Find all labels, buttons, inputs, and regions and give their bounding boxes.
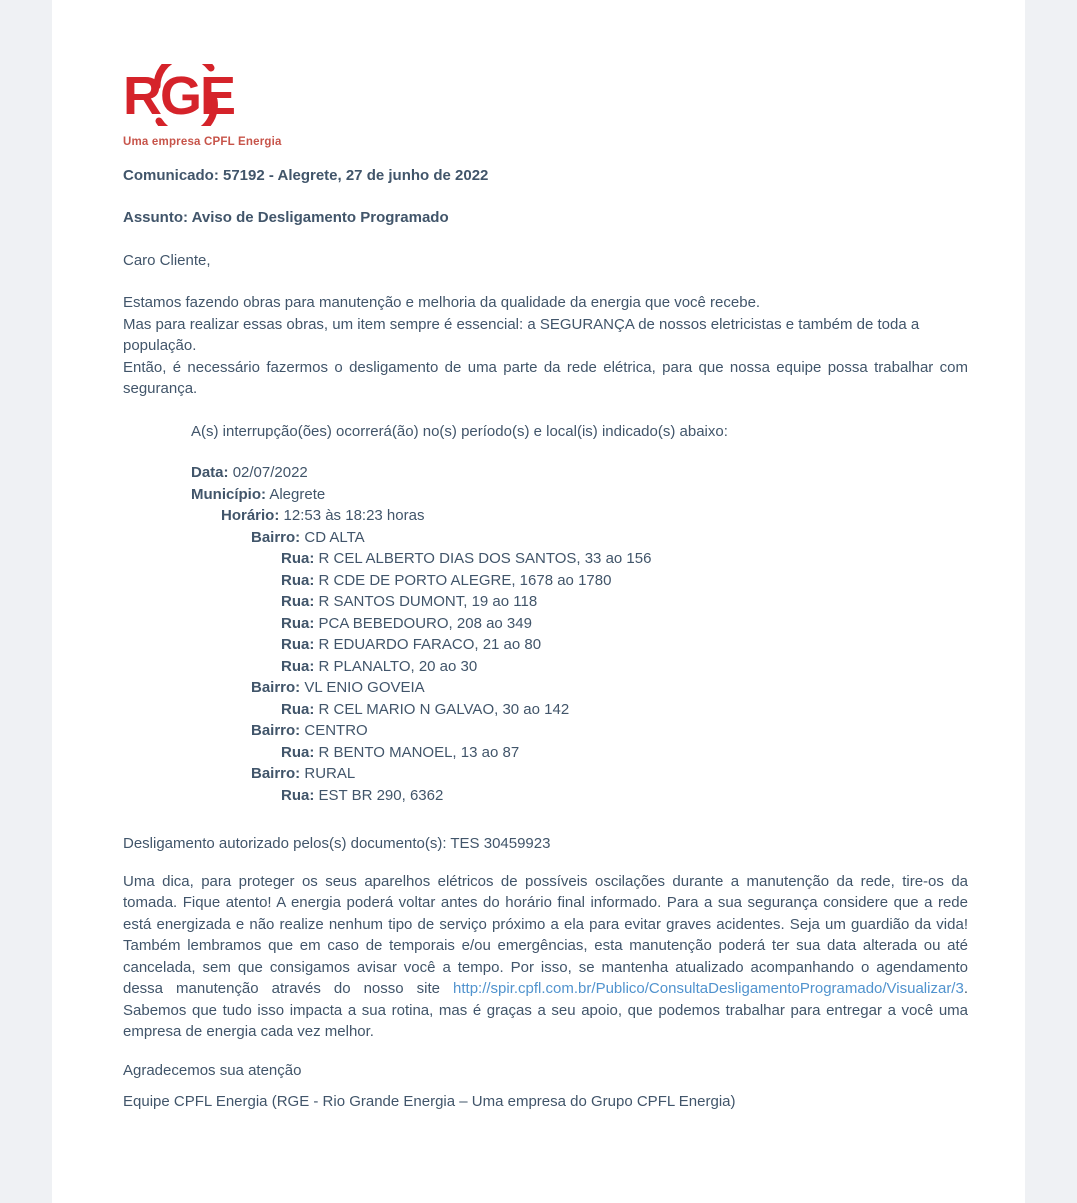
rua-value: PCA BEBEDOURO, 208 ao 349 — [318, 614, 532, 632]
authorization-line: Desligamento autorizado pelos(s) documento(s): TES 30459923 — [123, 835, 551, 852]
intro-line-2: Mas para realizar essas obras, um item sempre é essencial: a SEGURANÇA de nossos eletricistas e também de toda a população. — [123, 315, 920, 354]
rua-label: Rua: — [281, 636, 315, 653]
logo-tagline: Uma empresa CPFL Energia — [123, 135, 282, 148]
bairro-label: Bairro: — [251, 679, 301, 696]
assunto-heading: Assunto: Aviso de Desligamento Programado — [123, 209, 449, 226]
bairro-label: Bairro: — [251, 765, 301, 782]
rua-value: R PLANALTO, 20 ao 30 — [318, 657, 478, 675]
rua-row — [281, 785, 968, 807]
rua-label: Rua: — [281, 700, 315, 718]
greeting: Caro Cliente, — [123, 251, 211, 269]
logo-text: RGE — [123, 66, 235, 126]
intro-line-3: Então, é necessário fazermos o desligamento de uma parte da rede elétrica, para que nossa equipe possa trabalhar com segurança. — [123, 358, 968, 397]
rge-logo-mark — [123, 64, 273, 126]
bairro-row — [251, 763, 968, 785]
horario-row — [221, 505, 968, 527]
rua-value: EST BR 290, 6362 — [318, 786, 444, 804]
rua-row — [281, 570, 968, 592]
rua-label: Rua: — [281, 743, 315, 761]
rua-label: Rua: — [281, 786, 315, 804]
horario-value: 12:53 às 18:23 horas — [283, 507, 425, 524]
rua-row — [281, 699, 968, 721]
bairro-value: CENTRO — [304, 722, 368, 739]
thanks-line: Agradecemos sua atenção — [123, 1061, 302, 1079]
bairro-row — [251, 720, 968, 742]
rua-label: Rua: — [281, 657, 315, 675]
rua-value: R CEL MARIO N GALVAO, 30 ao 142 — [318, 700, 570, 718]
municipio-label: Município: — [191, 485, 266, 503]
bairro-value: RURAL — [304, 765, 356, 782]
intro-paragraph — [123, 292, 968, 400]
rge-logo — [123, 64, 968, 149]
rua-row — [281, 591, 968, 613]
intro-line-1: Estamos fazendo obras para manutenção e melhoria da qualidade da energia que você recebe. — [123, 294, 761, 311]
rua-value: R SANTOS DUMONT, 19 ao 118 — [318, 593, 538, 610]
advice-paragraph — [123, 871, 968, 1043]
rua-label: Rua: — [281, 614, 315, 632]
rua-label: Rua: — [281, 550, 315, 567]
rua-row — [281, 548, 968, 570]
bairro-row — [251, 527, 968, 549]
rua-row — [281, 634, 968, 656]
bairro-value: CD ALTA — [304, 528, 365, 546]
comunicado-heading: Comunicado: 57192 - Alegrete, 27 de junho de 2022 — [123, 166, 489, 184]
advice-text-after-link: . Sabemos que tudo isso impacta a sua rotina, mas é graças a seu apoio, que podemos trabalhar para entregar a você uma empresa de energia cada vez melhor. — [123, 980, 968, 1040]
signature-line: Equipe CPFL Energia (RGE - Rio Grande Energia – Uma empresa do Grupo CPFL Energia) — [123, 1093, 736, 1110]
schedule-consultation-link[interactable]: http://spir.cpfl.com.br/Publico/ConsultaDesligamentoProgramado/Visualizar/3 — [453, 980, 964, 997]
rua-value: R CEL ALBERTO DIAS DOS SANTOS, 33 ao 156 — [318, 550, 652, 567]
data-row — [191, 462, 968, 484]
bairro-label: Bairro: — [251, 722, 301, 739]
rua-row — [281, 656, 968, 678]
bairro-label: Bairro: — [251, 528, 301, 546]
municipio-row — [191, 484, 968, 506]
bairro-value: VL ENIO GOVEIA — [304, 679, 425, 696]
email-document — [52, 0, 1025, 1203]
advice-text-before-link: Uma dica, para proteger os seus aparelhos elétricos de possíveis oscilações durante a manutenção da rede, tire-os da tomada. Fique atento! A energia poderá voltar antes do horário final informado. Para a sua segurança considere que a rede está energizada e não realize nenhum tipo de serviço próximo a ela para evitar graves acidentes. Seja um guardião da vida! Também lembramos que em caso de temporais e/ou emergências, esta manutenção poderá ter sua data alterada ou até cancelada, sem que consigamos avisar você a tempo. Por isso, se mantenha atualizado acompanhando o agendamento dessa manutenção através do nosso site — [123, 872, 968, 997]
rua-value: R CDE DE PORTO ALEGRE, 1678 ao 1780 — [318, 571, 612, 589]
rua-label: Rua: — [281, 571, 315, 589]
rua-value: R EDUARDO FARACO, 21 ao 80 — [318, 636, 542, 653]
rua-row — [281, 613, 968, 635]
rua-row — [281, 742, 968, 764]
schedule-block — [123, 462, 968, 806]
rua-label: Rua: — [281, 593, 315, 610]
bairro-row — [251, 677, 968, 699]
data-label: Data: — [191, 464, 229, 481]
data-value: 02/07/2022 — [232, 464, 308, 481]
rua-value: R BENTO MANOEL, 13 ao 87 — [318, 743, 520, 761]
interruption-notice: A(s) interrupção(ões) ocorrerá(ão) no(s) período(s) e local(is) indicado(s) abaixo: — [191, 422, 728, 440]
horario-label: Horário: — [221, 507, 280, 524]
municipio-value: Alegrete — [269, 485, 326, 503]
